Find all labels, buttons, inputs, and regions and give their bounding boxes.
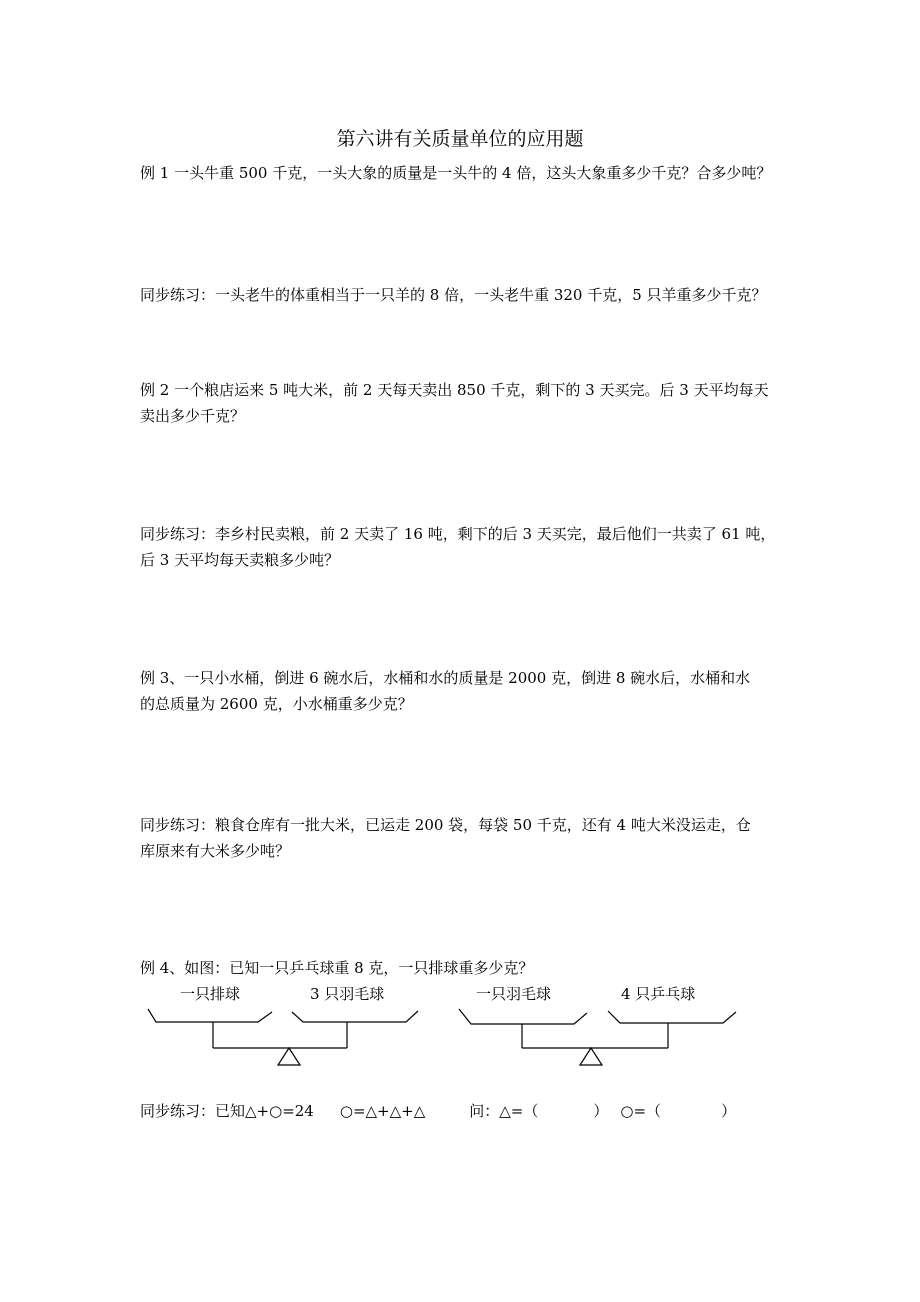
example-2 [140, 377, 782, 429]
scale-left-right-label: 3 只羽毛球 [310, 985, 385, 1003]
example-1-text: 例 1 一头牛重 500 千克，一头大象的质量是一头牛的 4 倍，这头大象重多少千克？合多少吨？ [140, 164, 772, 182]
example-3-line-1: 例 3、一只小水桶，倒进 6 碗水后，水桶和水的质量是 2000 克，倒进 8 碗水后，水桶和水 [140, 669, 751, 687]
practice-3-line-1: 同步练习：粮食仓库有一批大米，已运走 200 袋，每袋 50 千克，还有 4 吨大米没运走，仓 [140, 816, 751, 834]
balance-scale-right [450, 1005, 745, 1070]
scale-right-left-label: 一只羽毛球 [476, 985, 552, 1003]
example-2-line-1: 例 2 一个粮店运来 5 吨大米，前 2 天每天卖出 850 千克，剩下的 3 天买完。后 3 天平均每天 [140, 381, 769, 399]
scale-right-fulcrum [580, 1048, 602, 1065]
example-1 [140, 160, 782, 186]
practice-2-line-1: 同步练习：李乡村民卖粮，前 2 天卖了 16 吨，剩下的后 3 天买完，最后他们一共卖了 61 吨， [140, 525, 776, 543]
practice-3-line-2: 库原来有大米多少吨？ [140, 842, 291, 860]
practice-1-text: 同步练习：一头老牛的体重相当于一只羊的 8 倍，一头老牛重 320 千克，5 只羊重多少千克？ [140, 286, 767, 304]
practice-2-line-2: 后 3 天平均每天卖粮多少吨？ [140, 551, 340, 569]
practice-1 [140, 282, 782, 308]
example-2-line-2: 卖出多少千克？ [140, 407, 246, 425]
scale-right-right-pan [608, 1011, 736, 1023]
practice-4-triangle-close: ） [593, 1102, 609, 1120]
practice-4-relation: ○=△+△+△ [339, 1102, 426, 1120]
practice-4 [140, 1100, 736, 1121]
scale-left-left-pan [148, 1009, 272, 1022]
scale-left-left-label: 一只排球 [180, 985, 241, 1003]
practice-3 [140, 812, 782, 864]
practice-4-circle-close: ） [721, 1102, 737, 1120]
balance-scale-left [140, 1005, 430, 1070]
example-4 [140, 955, 782, 981]
example-3 [140, 665, 782, 717]
scale-right-right-label: 4 只乒乓球 [621, 985, 696, 1003]
page-title: 第六讲有关质量单位的应用题 [336, 128, 584, 150]
practice-4-given: 同步练习：已知△+○=24 [140, 1102, 314, 1120]
scale-left-right-pan [292, 1011, 418, 1022]
scale-right-left-pan [459, 1009, 587, 1024]
practice-4-question-circle: ○=（ [620, 1102, 662, 1120]
scale-left-fulcrum [278, 1048, 300, 1065]
practice-2 [140, 521, 782, 573]
example-3-line-2: 的总质量为 2600 克，小水桶重多少克？ [140, 695, 413, 713]
example-4-text: 例 4、如图：已知一只乒乓球重 8 克，一只排球重多少克？ [140, 959, 534, 977]
practice-4-question-triangle: 问：△=（ [469, 1102, 539, 1120]
